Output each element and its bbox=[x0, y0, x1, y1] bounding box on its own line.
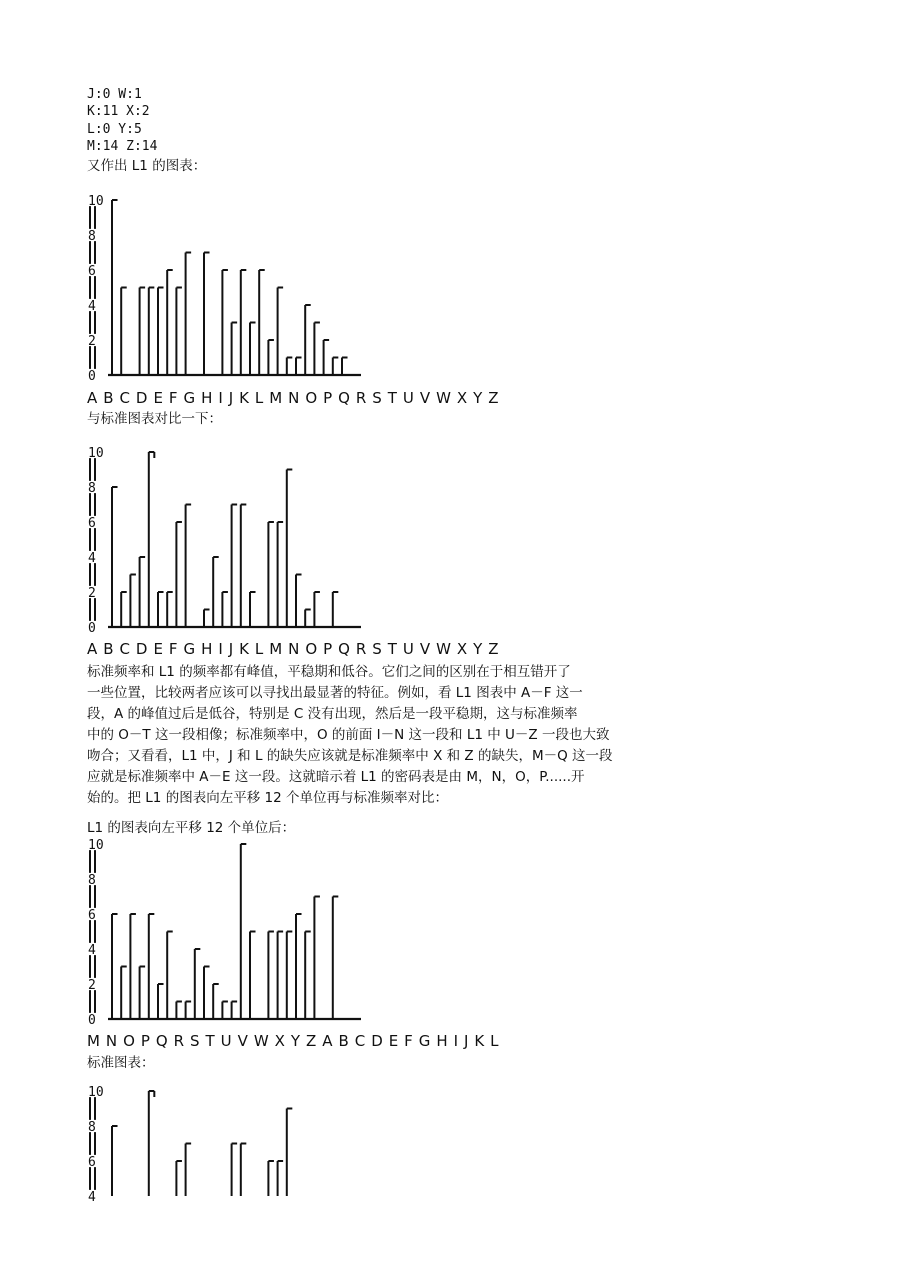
freq-line: M:14 Z:14 bbox=[87, 139, 158, 154]
y-tick-label: 4 bbox=[88, 551, 96, 566]
y-tick-label: 0 bbox=[88, 621, 96, 636]
bar-F bbox=[287, 932, 293, 1020]
bar-S bbox=[278, 288, 284, 376]
bar-T bbox=[287, 470, 293, 628]
bar-F bbox=[158, 288, 164, 376]
bar-G bbox=[167, 592, 173, 627]
bar-Z bbox=[232, 1002, 238, 1020]
bar-H bbox=[176, 288, 182, 376]
bar-N bbox=[232, 1144, 238, 1197]
bar-S bbox=[167, 932, 173, 1020]
bar-E bbox=[149, 452, 155, 627]
bar-I bbox=[186, 253, 192, 376]
bar-Y bbox=[222, 1002, 228, 1020]
y-tick-label: 4 bbox=[88, 299, 96, 314]
bar-N bbox=[232, 505, 238, 628]
bar-A bbox=[112, 200, 118, 375]
bar-X bbox=[324, 340, 330, 375]
bar-A bbox=[112, 487, 118, 627]
paragraph-line: 始的。把 L1 的图表向左平移 12 个单位再与标准频率对比： bbox=[87, 790, 448, 806]
y-tick-label: 2 bbox=[88, 586, 96, 601]
bar-N bbox=[232, 323, 238, 376]
paragraph-line: 一些位置，比较两者应该可以寻找出最显著的特征。例如，看 L1 图表中 A－F 这一 bbox=[87, 685, 583, 701]
freq-line: L:0 Y:5 bbox=[87, 122, 142, 137]
y-tick-label: 2 bbox=[88, 334, 96, 349]
paragraph-line: 段，A 的峰值过后是低谷，特别是 C 没有出现，然后是一段平稳期，这与标准频率 bbox=[87, 706, 578, 722]
l1-frequency-chart bbox=[84, 195, 384, 385]
bar-D bbox=[140, 557, 146, 627]
bar-D bbox=[140, 288, 146, 376]
heading-compare-standard: 与标准图表对比一下： bbox=[87, 411, 222, 427]
bar-W bbox=[204, 967, 210, 1020]
bar-P bbox=[140, 967, 146, 1020]
standard-frequency-chart-partial bbox=[84, 1074, 384, 1204]
bar-R bbox=[268, 340, 274, 375]
bar-A bbox=[241, 844, 247, 1019]
paragraph-line: 应就是标准频率中 A－E 这一段。这就暗示着 L1 的密码表是由 M，N，O，P......开 bbox=[87, 769, 585, 785]
bar-L bbox=[213, 557, 219, 627]
bar-A bbox=[112, 1126, 118, 1196]
bar-Q bbox=[259, 270, 265, 375]
bar-Z bbox=[342, 358, 348, 376]
bar-R bbox=[158, 984, 164, 1019]
analysis-paragraph bbox=[87, 662, 687, 809]
bar-F bbox=[158, 592, 164, 627]
bar-I bbox=[314, 897, 320, 1020]
y-tick-label: 10 bbox=[88, 194, 104, 209]
heading-standard-chart: 标准图表： bbox=[87, 1055, 155, 1071]
bar-H bbox=[305, 932, 311, 1020]
bar-G bbox=[167, 270, 173, 375]
bar-V bbox=[305, 610, 311, 628]
bar-P bbox=[250, 323, 256, 376]
bar-K bbox=[333, 897, 339, 1020]
bar-O bbox=[241, 505, 247, 628]
bar-K bbox=[204, 253, 210, 376]
heading-shifted-chart: L1 的图表向左平移 12 个单位后： bbox=[87, 820, 296, 836]
y-tick-label: 0 bbox=[88, 1013, 96, 1028]
bar-T bbox=[287, 358, 293, 376]
bar-R bbox=[268, 1161, 274, 1196]
bar-E bbox=[278, 932, 284, 1020]
bar-W bbox=[314, 323, 320, 376]
bar-T bbox=[287, 1109, 293, 1197]
y-tick-label: 4 bbox=[88, 1190, 96, 1205]
paragraph-line: 中的 O－T 这一段相像；标准频率中，O 的前面 I－N 这一段和 L1 中 U－Z 一段也大致 bbox=[87, 727, 610, 743]
y-tick-label: 4 bbox=[88, 943, 96, 958]
freq-line: J:0 W:1 bbox=[87, 87, 142, 102]
y-tick-label: 2 bbox=[88, 978, 96, 993]
bar-K bbox=[204, 610, 210, 628]
y-tick-label: 6 bbox=[88, 908, 96, 923]
bar-W bbox=[314, 592, 320, 627]
bar-C bbox=[130, 575, 136, 628]
bar-X bbox=[213, 984, 219, 1019]
bar-M bbox=[222, 592, 228, 627]
bar-S bbox=[278, 1161, 284, 1196]
paragraph-line: 标准频率和 L1 的频率都有峰值，平稳期和低谷。它们之间的区别在于相互错开了 bbox=[87, 664, 571, 680]
bar-Y bbox=[333, 358, 339, 376]
bar-T bbox=[176, 1002, 182, 1020]
bar-B bbox=[121, 288, 127, 376]
bar-B bbox=[250, 932, 256, 1020]
bar-N bbox=[121, 967, 127, 1020]
l1-category-axis: A B C D E F G H I J K L M N O P Q R S T U V W X Y Z bbox=[87, 389, 500, 407]
y-tick-label: 8 bbox=[88, 1120, 96, 1135]
bar-O bbox=[241, 270, 247, 375]
bar-Y bbox=[333, 592, 339, 627]
bar-D bbox=[268, 932, 274, 1020]
bar-O bbox=[130, 914, 136, 1019]
y-tick-label: 8 bbox=[88, 481, 96, 496]
freq-line: K:11 X:2 bbox=[87, 104, 150, 119]
y-tick-label: 10 bbox=[88, 838, 104, 853]
shifted-category-axis: M N O P Q R S T U V W X Y Z A B C D E F G H I J K L bbox=[87, 1032, 500, 1050]
y-tick-label: 8 bbox=[88, 229, 96, 244]
bar-U bbox=[296, 358, 302, 376]
bar-I bbox=[186, 1144, 192, 1197]
bar-V bbox=[305, 305, 311, 375]
bar-E bbox=[149, 1091, 155, 1196]
standard-frequency-chart bbox=[84, 447, 384, 637]
bar-P bbox=[250, 592, 256, 627]
y-tick-label: 10 bbox=[88, 1085, 104, 1100]
bar-V bbox=[195, 949, 201, 1019]
y-tick-label: 8 bbox=[88, 873, 96, 888]
paragraph-line: 吻合；又看看，L1 中，J 和 L 的缺失应该就是标准频率中 X 和 Z 的缺失，M－Q 这一段 bbox=[87, 748, 613, 764]
bar-U bbox=[186, 1002, 192, 1020]
y-tick-label: 6 bbox=[88, 264, 96, 279]
bar-H bbox=[176, 1161, 182, 1196]
y-tick-label: 6 bbox=[88, 516, 96, 531]
bar-H bbox=[176, 522, 182, 627]
bar-M bbox=[112, 914, 118, 1019]
bar-I bbox=[186, 505, 192, 628]
bar-M bbox=[222, 270, 228, 375]
bar-B bbox=[121, 592, 127, 627]
bar-E bbox=[149, 288, 155, 376]
y-tick-label: 0 bbox=[88, 369, 96, 384]
bar-Q bbox=[149, 914, 155, 1019]
standard-category-axis: A B C D E F G H I J K L M N O P Q R S T U V W X Y Z bbox=[87, 640, 500, 658]
heading-l1-chart: 又作出 L1 的图表： bbox=[87, 158, 207, 174]
bar-G bbox=[296, 914, 302, 1019]
l1-shifted-frequency-chart bbox=[84, 839, 384, 1029]
y-tick-label: 6 bbox=[88, 1155, 96, 1170]
y-tick-label: 10 bbox=[88, 446, 104, 461]
bar-U bbox=[296, 575, 302, 628]
bar-O bbox=[241, 1144, 247, 1197]
bar-R bbox=[268, 522, 274, 627]
bar-S bbox=[278, 522, 284, 627]
